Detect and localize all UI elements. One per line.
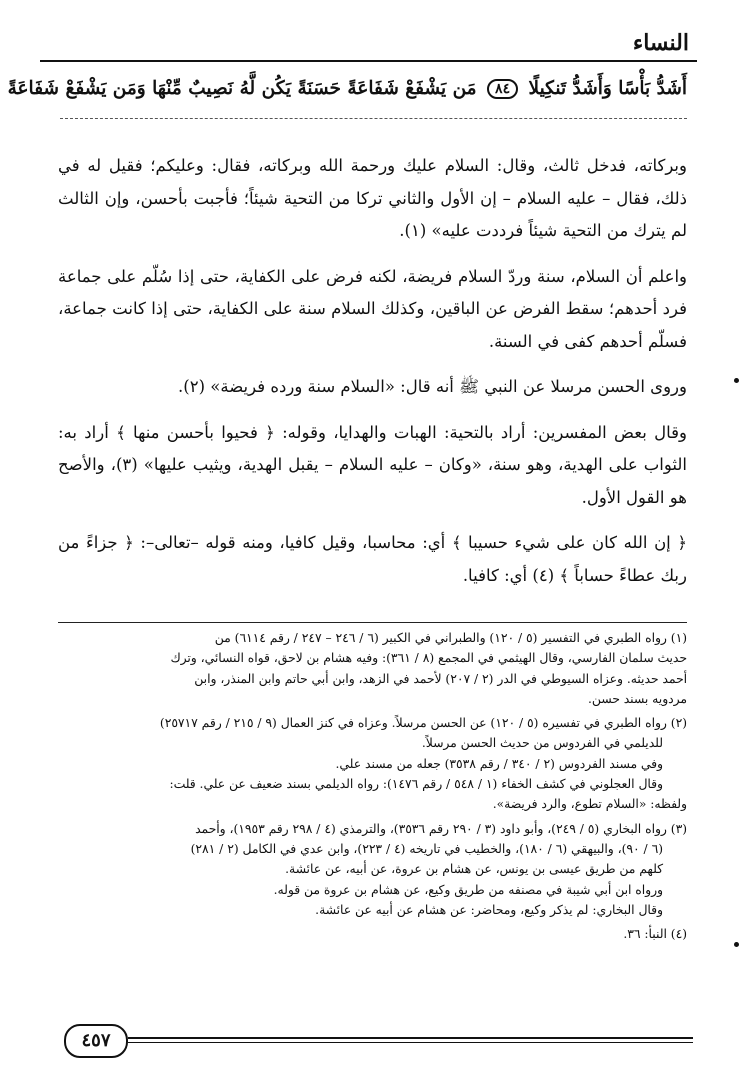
paragraph: ﴿ إن الله كان على شيء حسيبا ﴾ أي: محاسبا، وقيل كافيا، ومنه قوله –تعالى–: ﴿ جزاءً من ربك عطاءً حساباً ﴾ (٤) أي: كافيا. xyxy=(58,533,687,585)
footnote-line: (١) رواه الطبري في التفسير (٥ / ١٢٠) والطبراني في الكبير (٦ / ٢٤٦ – ٢٤٧ / رقم ٦١١٤) من xyxy=(214,631,687,645)
footnotes xyxy=(58,628,687,948)
margin-dot xyxy=(734,378,739,383)
footnote-line: (٦ / ٩٠)، والبيهقي (٦ / ١٨٠)، والخطيب في تاريخه (٤ / ٢٢٣)، وابن عدي في الكامل (٢ / ٢٨١) xyxy=(190,841,663,856)
page-number: ٤٥٧ xyxy=(64,1024,128,1058)
paragraph: وروى الحسن مرسلا عن النبي ﷺ أنه قال: «السلام سنة ورده فريضة» (٢). xyxy=(178,377,687,396)
footnote-line: كلهم من طريق عيسى بن يونس، عن هشام بن عروة، عن أبيه، عن عائشة. xyxy=(285,862,663,877)
quran-ayah-line xyxy=(7,78,687,110)
bottom-rule xyxy=(128,1037,693,1039)
footnote-line: أحمد حديثه. وعزاه السيوطي في الدر (٢ / ٢٠٧) لأحمد في الزهد، وابن أبي حاتم وابن المنذر، وابن xyxy=(194,671,687,686)
footnote-3 xyxy=(58,819,687,920)
paragraph: وبركاته، فدخل ثالث، وقال: السلام عليك ورحمة الله وبركاته، فقال: وعليكم؛ فقيل له في ذلك، فقال – عليه السلام – إن الأول والثاني تركا من التحية شيئاً؛ فأجبت بأحسن، وإن الثالث لم يترك من التحية شيئاً فرددت عليه» (١). xyxy=(58,156,687,240)
footnote-2 xyxy=(58,713,687,814)
ayah-text-end: أَشَدُّ بَأْسًا وَأَشَدُّ تَنكِيلًا xyxy=(528,78,687,99)
bottom-rule-thin xyxy=(128,1042,693,1043)
footnote-line: (٣) رواه البخاري (٥ / ٢٤٩)، وأبو داود (٣ / ٢٩٠ رقم ٣٥٣٦)، والترمذي (٤ / ٢٩٨ رقم ١٩٥٣)، وأحمد xyxy=(195,821,687,836)
footnote-line: (٢) رواه الطبري في تفسيره (٥ / ١٢٠) عن الحسن مرسلاً. وعزاه في كنز العمال (٩ / ٢١٥ / رقم ٢٥٧١٧) xyxy=(159,716,687,731)
surah-title: النساء xyxy=(632,30,689,56)
ayah-number-marker: ٨٤ xyxy=(487,79,518,99)
footnote-line: وقال البخاري: لم يذكر وكيع، ومحاضر: عن هشام عن أبيه عن عائشة. xyxy=(315,902,663,917)
footnote-divider xyxy=(58,622,687,623)
footnote-1 xyxy=(58,628,687,709)
footnote-line: وفي مسند الفردوس (٢ / ٣٤٠ / رقم ٣٥٣٨) جعله من مسند علي. xyxy=(335,756,663,771)
footnote-line: ورواه ابن أبي شيبة في مصنفه من طريق وكيع، عن هشام بن عروة من قوله. xyxy=(273,882,663,897)
commentary-body xyxy=(58,150,687,605)
footnote-line: للديلمي في الفردوس من حديث الحسن مرسلاً. xyxy=(421,736,663,751)
margin-dot xyxy=(734,942,739,947)
paragraph: وقال بعض المفسرين: أراد بالتحية: الهبات والهدايا، وقوله: ﴿ فحيوا بأحسن منها ﴾ أراد به: الثواب على الهدية، وهو سنة، «وكان – عليه السلام – يقبل الهدية، ويثيب عليها» (٣)، والأصح هو القول الأول. xyxy=(58,422,687,507)
footnote-line: حديث سلمان الفارسي، وقال الهيثمي في المجمع (٨ / ٣٦١): وفيه هشام بن لاحق، قواه النسائي، وترك xyxy=(170,651,687,666)
footnote-4 xyxy=(58,924,687,944)
footnote-line: (٤) النبأ: ٣٦. xyxy=(623,927,687,942)
footnote-line: ولفظه: «السلام تطوع، والرد فريضة». xyxy=(492,797,687,812)
dotted-divider xyxy=(60,118,687,119)
footnote-line: مردويه بسند حسن. xyxy=(587,691,687,706)
paragraph: واعلم أن السلام، سنة وردّ السلام فريضة، لكنه فرض على الكفاية، حتى إذا سُلّم على جماعة فرد أحدهم؛ سقط الفرض عن الباقين، وكذلك السلام سنة على الكفاية، حتى إذا كانت جماعة، فسلّم أحدهم كفى في السنة. xyxy=(58,266,687,351)
footnote-line: وقال العجلوني في كشف الخفاء (١ / ٥٤٨ / رقم ١٤٧٦): رواه الديلمي بسند ضعيف عن علي. قلت: xyxy=(169,777,663,792)
ayah-text-start: مَن يَشْفَعْ شَفَاعَةً حَسَنَةً يَكُن لَّهُ نَصِيبٌ مِّنْهَا وَمَن يَشْفَعْ شَفَاعَةً xyxy=(7,78,477,99)
title-rule xyxy=(40,60,697,62)
